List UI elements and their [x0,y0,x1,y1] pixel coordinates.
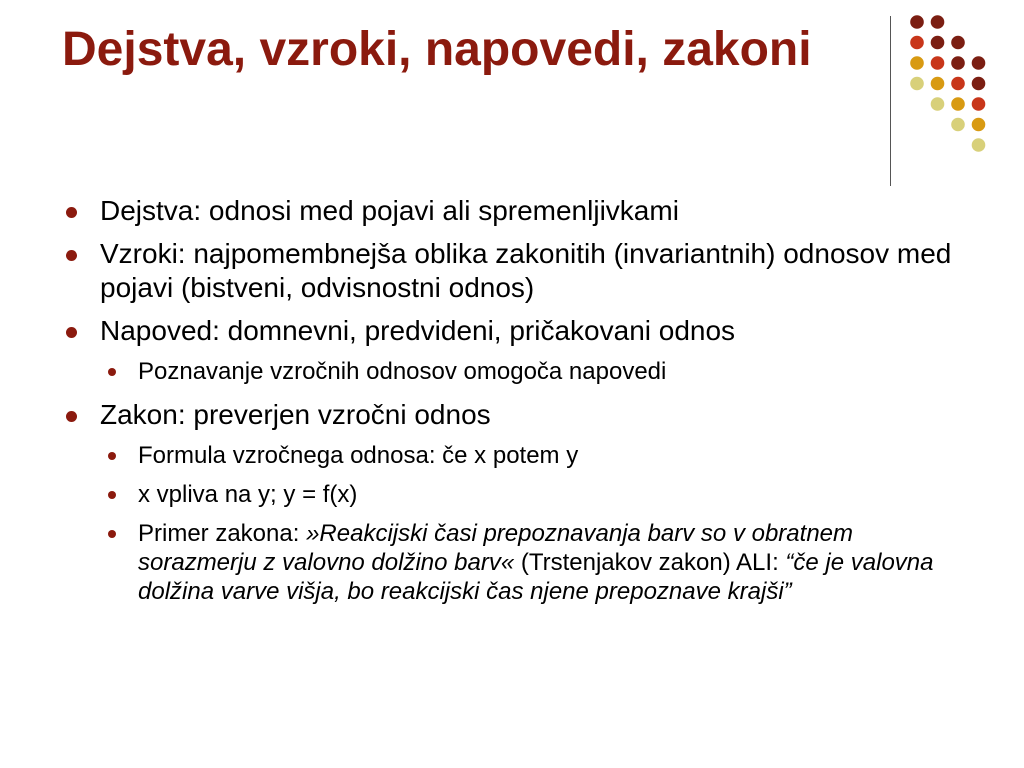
law-paraphrase-text: “če je valovna dolžina varve višja, bo reakcijski čas njene prepoznave krajši” [138,549,934,605]
sub-bullet-icon [108,368,116,376]
item-text: Vzroki: najpomembnejša oblika zakonitih (invariantnih) odnosov med pojavi (bistveni, odvisnostni odnos) [100,238,952,303]
sub-item-prefix: Primer zakona: [138,520,307,547]
decorative-dot [972,97,986,111]
bullet-icon [66,411,77,422]
decorative-dot [972,118,986,132]
slide-title: Dejstva, vzroki, napovedi, zakoni [62,23,812,76]
sub-bullet-icon [108,491,116,499]
item-text: Napoved: domnevni, predvideni, pričakovani odnos [100,315,736,346]
list-item [62,194,962,228]
decorative-dot [972,56,986,70]
sub-item-text: Poznavanje vzročnih odnosov omogoča napovedi [138,358,667,385]
item-text: Zakon: preverjen vzročni odnos [100,399,491,430]
decorative-dot [931,36,945,50]
decorative-dot [951,77,965,91]
sub-item-text [138,520,933,605]
sub-list-item [62,357,962,386]
sub-list-item [62,519,962,606]
decorative-dot [951,97,965,111]
item-text: Dejstva: odnosi med pojavi ali spremenljivkami [100,195,679,226]
decorative-dot [951,56,965,70]
decorative-dot [910,77,924,91]
decorative-dot [951,36,965,50]
decorative-dot [931,77,945,91]
bullet-list [62,194,962,618]
decorative-dot [931,56,945,70]
list-item [62,314,962,348]
decorative-dot [910,56,924,70]
sub-item-middle: (Trstenjakov zakon) ALI: [514,549,786,576]
bullet-icon [66,250,77,261]
decorative-dot [910,36,924,50]
list-item [62,237,962,305]
decorative-dot [951,118,965,132]
decorative-dot [931,97,945,111]
sub-item-text: x vpliva na y; y = f(x) [138,481,358,508]
sub-item-text: Formula vzročnega odnosa: če x potem y [138,442,579,469]
decorative-dot [972,77,986,91]
sub-list-item [62,480,962,509]
decorative-dot-grid [0,0,1024,200]
sub-bullet-icon [108,452,116,460]
list-item [62,398,962,432]
decorative-dot [972,138,986,152]
bullet-icon [66,327,77,338]
sub-list-item [62,441,962,470]
bullet-icon [66,207,77,218]
sub-bullet-icon [108,530,116,538]
law-quote-text: »Reakcijski časi prepoznavanja barv so v obratnem sorazmerju z valovno dolžino barv« [138,520,853,576]
decorative-dot [931,15,945,29]
decorative-dot [910,15,924,29]
